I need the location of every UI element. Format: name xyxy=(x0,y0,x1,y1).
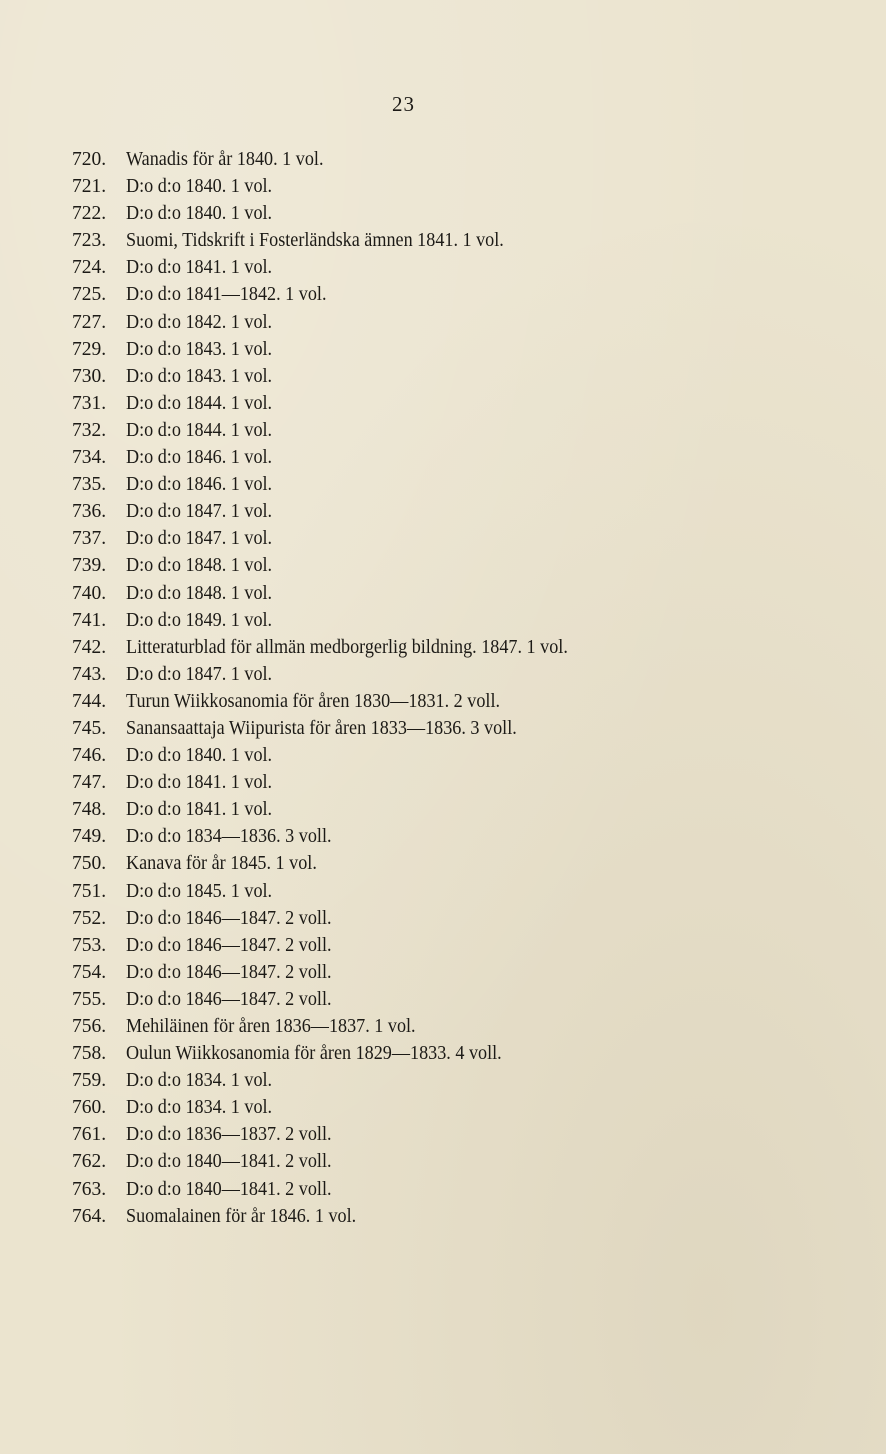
catalog-entry xyxy=(72,1040,601,1067)
entry-text: D:o d:o 1836—1837. 2 voll. xyxy=(126,1124,332,1146)
entry-text: D:o d:o 1847. 1 vol. xyxy=(126,501,273,523)
catalog-entry xyxy=(72,769,601,796)
entry-number: 751. xyxy=(72,880,107,902)
entry-text: D:o d:o 1834. 1 vol. xyxy=(126,1097,273,1119)
entry-number: 753. xyxy=(72,934,107,956)
catalog-entry xyxy=(72,525,601,552)
entry-number: 745. xyxy=(72,717,107,739)
entry-text: Turun Wiikkosanomia för åren 1830—1831. 2 voll. xyxy=(126,690,501,712)
entry-number: 732. xyxy=(72,419,107,441)
catalog-entry xyxy=(72,932,601,959)
catalog-entry xyxy=(72,552,601,579)
entry-number: 729. xyxy=(72,338,107,360)
entry-text: Kanava för år 1845. 1 vol. xyxy=(126,853,317,875)
entry-text: D:o d:o 1841—1842. 1 vol. xyxy=(126,284,327,306)
entry-text: Oulun Wiikkosanomia för åren 1829—1833. 4 voll. xyxy=(126,1043,502,1065)
entry-text: D:o d:o 1840. 1 vol. xyxy=(126,745,273,767)
entry-text: D:o d:o 1845. 1 vol. xyxy=(126,880,273,902)
entry-number: 759. xyxy=(72,1070,107,1092)
entry-number: 758. xyxy=(72,1043,107,1065)
entry-number: 754. xyxy=(72,961,107,983)
entry-number: 744. xyxy=(72,690,107,712)
page-number: 23 xyxy=(392,92,415,116)
catalog-entry xyxy=(72,471,601,498)
entry-text: D:o d:o 1848. 1 vol. xyxy=(126,582,273,604)
entry-number: 747. xyxy=(72,772,107,794)
catalog-entry xyxy=(72,498,601,525)
catalog-entry xyxy=(72,715,601,742)
entry-number: 739. xyxy=(72,555,107,577)
entry-number: 748. xyxy=(72,799,107,821)
catalog-entry xyxy=(72,1013,601,1040)
catalog-entry xyxy=(72,146,601,173)
entry-number: 750. xyxy=(72,853,107,875)
catalog-entry xyxy=(72,1094,601,1121)
catalog-entry xyxy=(72,1121,601,1148)
entry-text: D:o d:o 1843. 1 vol. xyxy=(126,365,273,387)
entry-text: Wanadis för år 1840. 1 vol. xyxy=(126,149,324,170)
entry-number: 720. xyxy=(72,149,107,170)
entry-text: D:o d:o 1834. 1 vol. xyxy=(126,1070,273,1092)
entry-text: D:o d:o 1840. 1 vol. xyxy=(126,176,273,198)
catalog-entry xyxy=(72,1067,601,1094)
entry-number: 761. xyxy=(72,1124,107,1146)
entry-number: 731. xyxy=(72,392,107,414)
entry-text: D:o d:o 1834—1836. 3 voll. xyxy=(126,826,332,848)
entry-number: 760. xyxy=(72,1097,107,1119)
entry-number: 763. xyxy=(72,1178,107,1200)
entry-number: 725. xyxy=(72,284,107,306)
entry-number: 746. xyxy=(72,745,107,767)
entry-number: 721. xyxy=(72,176,107,198)
entry-text: D:o d:o 1844. 1 vol. xyxy=(126,419,273,441)
entry-number: 764. xyxy=(72,1205,107,1227)
entry-text: D:o d:o 1846—1847. 2 voll. xyxy=(126,907,332,929)
catalog-entry xyxy=(72,878,601,905)
entry-number: 737. xyxy=(72,528,107,550)
entry-number: 727. xyxy=(72,311,107,333)
entry-number: 742. xyxy=(72,636,107,658)
entry-number: 740. xyxy=(72,582,107,604)
catalog-entry xyxy=(72,281,601,308)
entry-text: Mehiläinen för åren 1836—1837. 1 vol. xyxy=(126,1016,416,1037)
entry-text: D:o d:o 1840—1841. 2 voll. xyxy=(126,1178,332,1200)
catalog-entry xyxy=(72,634,601,661)
entry-text: D:o d:o 1849. 1 vol. xyxy=(126,609,273,631)
entry-text: D:o d:o 1841. 1 vol. xyxy=(126,257,273,279)
entry-text: Litteraturblad för allmän medborgerlig bildning. 1847. 1 vol. xyxy=(126,636,568,658)
entry-number: 722. xyxy=(72,203,107,225)
catalog-entry-list xyxy=(72,146,601,1230)
catalog-entry xyxy=(72,417,601,444)
entry-text: D:o d:o 1846. 1 vol. xyxy=(126,474,273,496)
entry-text: D:o d:o 1841. 1 vol. xyxy=(126,772,273,794)
entry-text: Sanansaattaja Wiipurista för åren 1833—1836. 3 voll. xyxy=(126,717,517,739)
entry-number: 749. xyxy=(72,826,107,848)
catalog-entry xyxy=(72,309,601,336)
catalog-entry xyxy=(72,688,601,715)
entry-text: D:o d:o 1847. 1 vol. xyxy=(126,663,273,685)
catalog-entry xyxy=(72,986,601,1013)
catalog-entry xyxy=(72,173,601,200)
entry-text: D:o d:o 1840—1841. 2 voll. xyxy=(126,1151,332,1173)
entry-number: 743. xyxy=(72,663,107,685)
catalog-entry xyxy=(72,742,601,769)
catalog-entry xyxy=(72,200,601,227)
entry-number: 756. xyxy=(72,1016,107,1037)
catalog-entry xyxy=(72,607,601,634)
catalog-entry xyxy=(72,1203,601,1230)
catalog-entry xyxy=(72,390,601,417)
catalog-entry xyxy=(72,959,601,986)
entry-text: D:o d:o 1847. 1 vol. xyxy=(126,528,273,550)
entry-number: 724. xyxy=(72,257,107,279)
catalog-entry xyxy=(72,1176,601,1203)
catalog-entry xyxy=(72,336,601,363)
entry-text: D:o d:o 1848. 1 vol. xyxy=(126,555,273,577)
catalog-entry xyxy=(72,1148,601,1175)
entry-number: 752. xyxy=(72,907,107,929)
catalog-entry xyxy=(72,823,601,850)
catalog-entry xyxy=(72,905,601,932)
entry-text: Suomalainen för år 1846. 1 vol. xyxy=(126,1205,357,1227)
catalog-entry xyxy=(72,227,601,254)
entry-text: D:o d:o 1846—1847. 2 voll. xyxy=(126,961,332,983)
entry-number: 723. xyxy=(72,230,107,252)
entry-text: D:o d:o 1846. 1 vol. xyxy=(126,447,273,469)
catalog-entry xyxy=(72,796,601,823)
entry-text: D:o d:o 1843. 1 vol. xyxy=(126,338,273,360)
entry-number: 736. xyxy=(72,501,107,523)
entry-text: Suomi, Tidskrift i Fosterländska ämnen 1841. 1 vol. xyxy=(126,230,504,252)
catalog-entry xyxy=(72,254,601,281)
entry-number: 762. xyxy=(72,1151,107,1173)
catalog-entry xyxy=(72,444,601,471)
catalog-entry xyxy=(72,850,601,877)
catalog-entry xyxy=(72,580,601,607)
entry-text: D:o d:o 1846—1847. 2 voll. xyxy=(126,988,332,1010)
catalog-entry xyxy=(72,363,601,390)
entry-number: 755. xyxy=(72,988,107,1010)
entry-text: D:o d:o 1841. 1 vol. xyxy=(126,799,273,821)
entry-text: D:o d:o 1842. 1 vol. xyxy=(126,311,273,333)
entry-number: 741. xyxy=(72,609,107,631)
entry-text: D:o d:o 1844. 1 vol. xyxy=(126,392,273,414)
entry-number: 734. xyxy=(72,447,107,469)
catalog-entry xyxy=(72,661,601,688)
entry-text: D:o d:o 1846—1847. 2 voll. xyxy=(126,934,332,956)
entry-text: D:o d:o 1840. 1 vol. xyxy=(126,203,273,225)
entry-number: 730. xyxy=(72,365,107,387)
entry-number: 735. xyxy=(72,474,107,496)
